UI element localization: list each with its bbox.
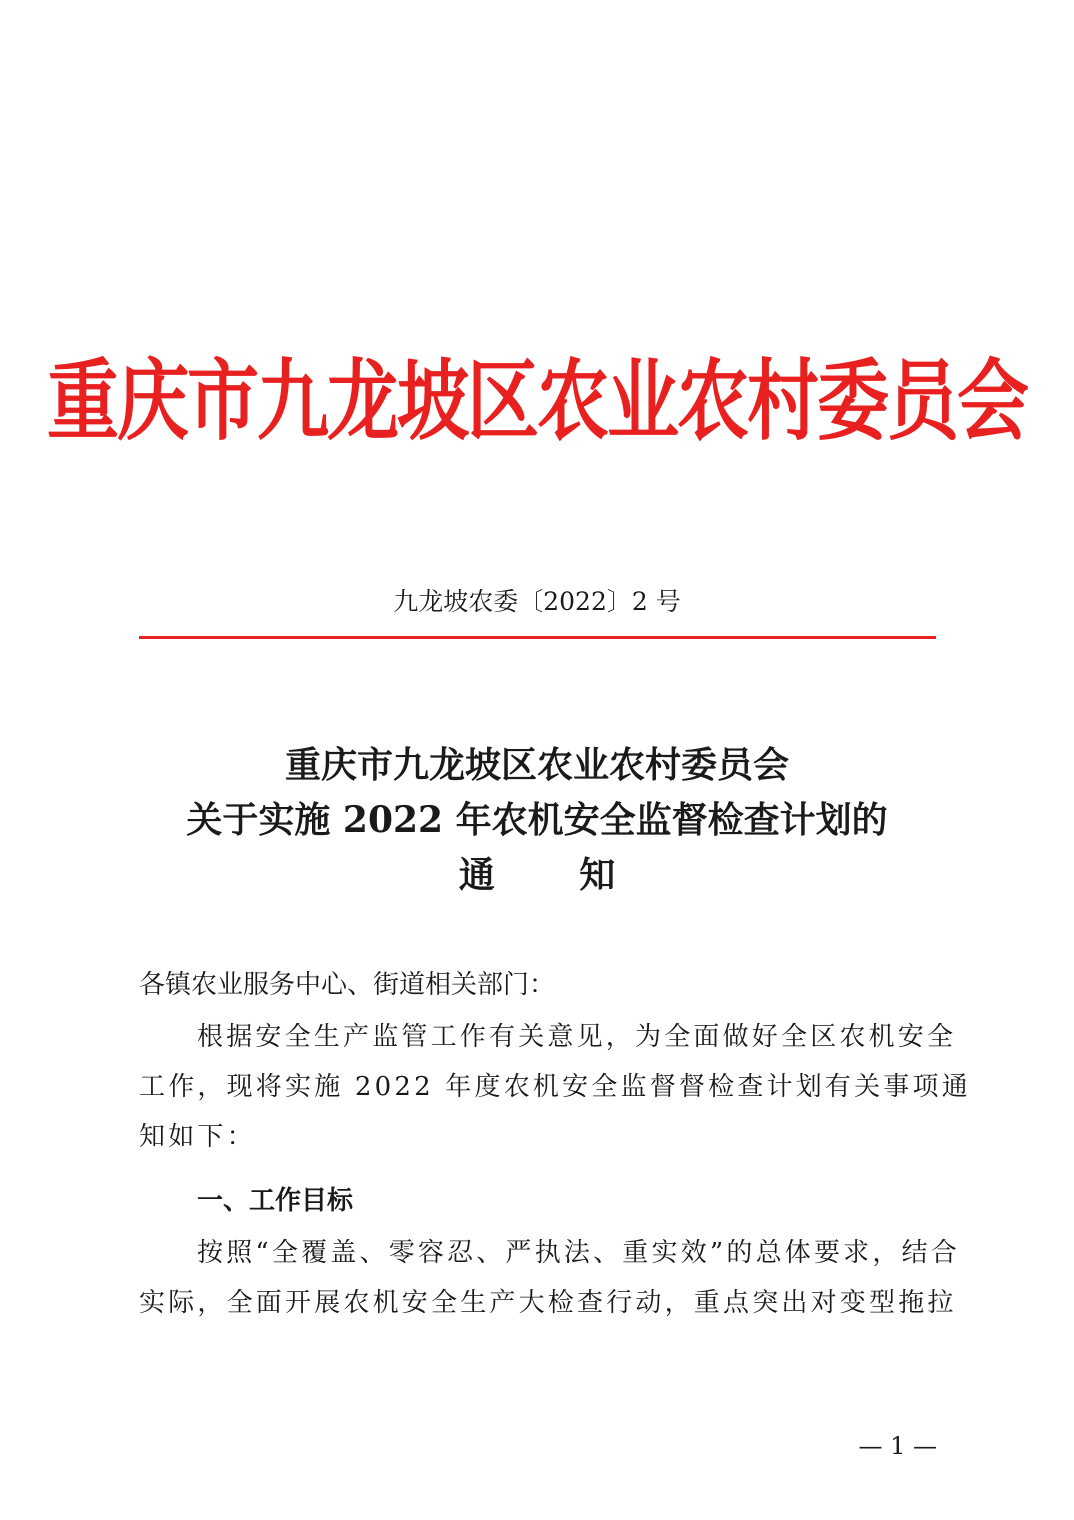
paragraph-line: 实际，全面开展农机安全生产大检查行动，重点突出对变型拖拉 <box>139 1288 957 1318</box>
paragraph-line: 根据安全生产监管工作有关意见，为全面做好全区农机安全 <box>197 1022 957 1052</box>
document-title <box>0 738 1074 903</box>
title-line-3: 通 知 <box>458 854 652 896</box>
paragraph-intro <box>139 1012 971 1162</box>
paragraph-line: 工作，现将实施 2022 年度农机安全监督督检查计划有关事项通 <box>139 1072 971 1102</box>
red-divider-rule <box>139 636 936 639</box>
paragraph-line: 按照“全覆盖、零容忍、严执法、重实效”的总体要求，结合 <box>197 1238 960 1268</box>
title-line-1: 重庆市九龙坡区农业农村委员会 <box>284 744 789 786</box>
page-number: — 1 — <box>858 1432 937 1460</box>
title-line-2: 关于实施 2022 年农机安全监督检查计划的 <box>186 799 888 841</box>
section-heading-work-goals: 一、工作目标 <box>197 1186 354 1216</box>
issuing-organization-header: 重庆市九龙坡区农业农村委员会 <box>46 349 1027 453</box>
paragraph-line: 知如下： <box>139 1122 256 1152</box>
paragraph-work-goals <box>139 1228 960 1328</box>
document-number: 九龙坡农委〔2022〕2 号 <box>393 587 681 616</box>
addressee-line: 各镇农业服务中心、街道相关部门： <box>139 970 556 1000</box>
